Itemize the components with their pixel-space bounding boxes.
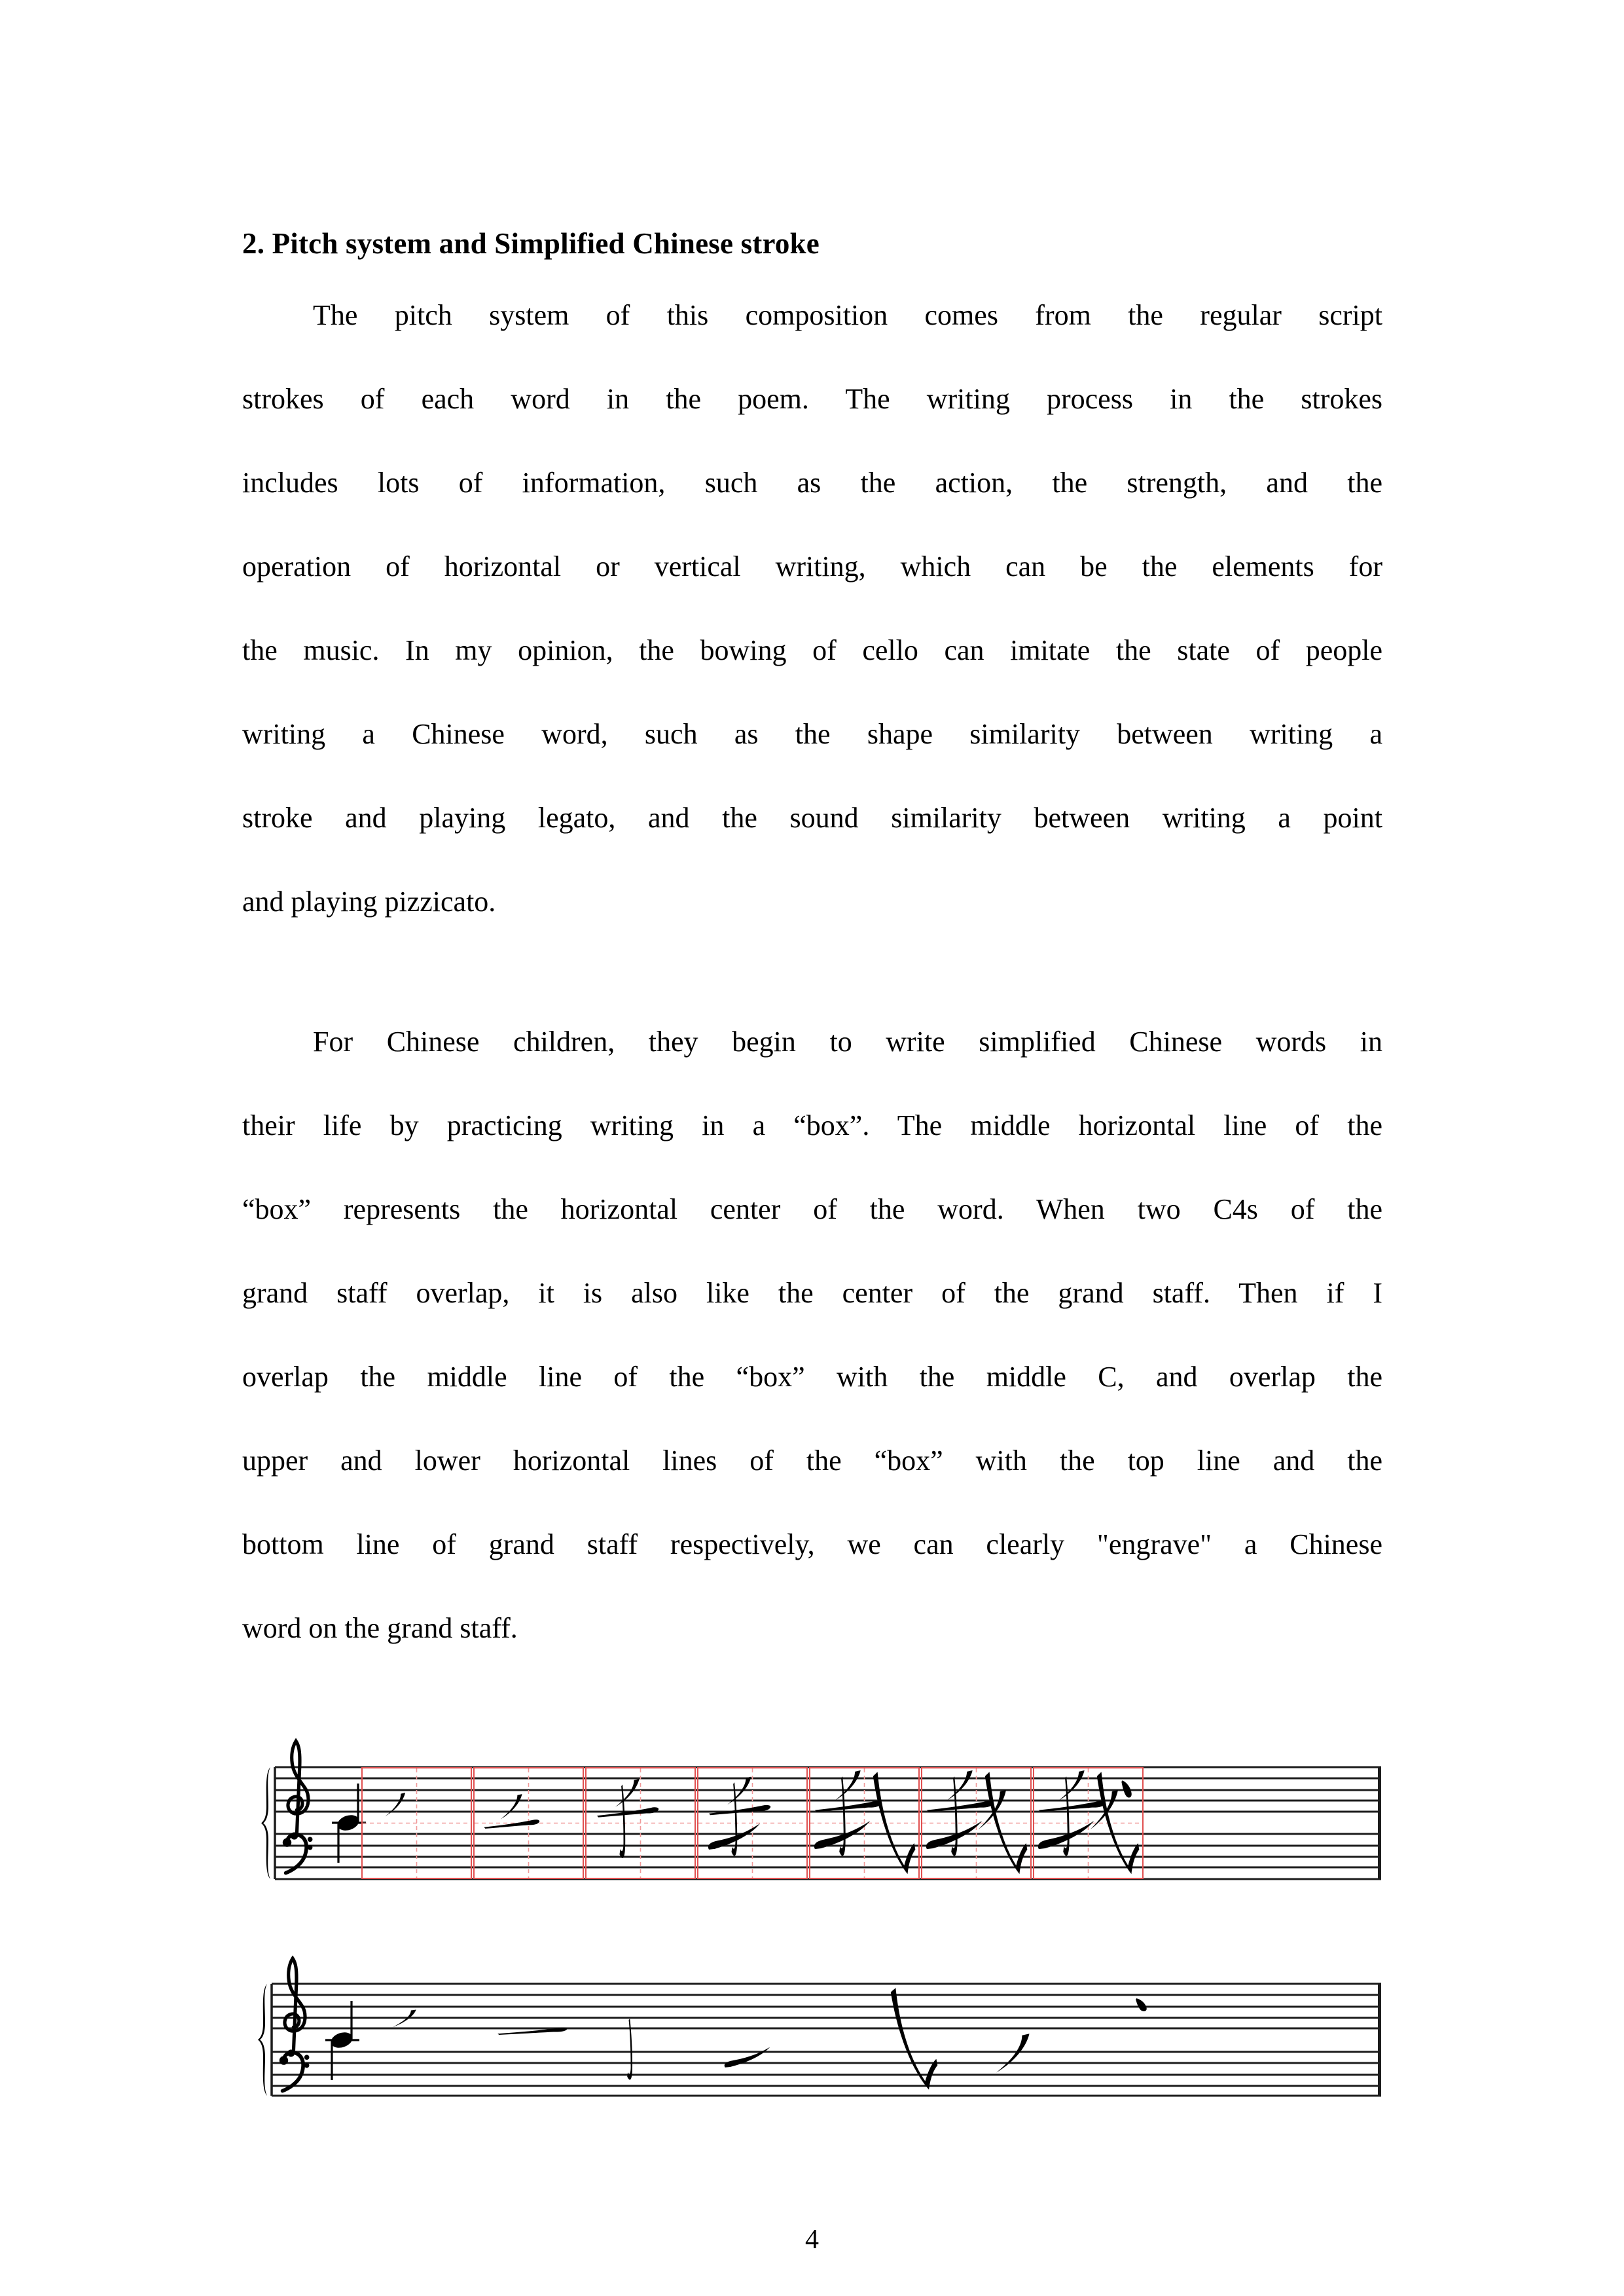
- text-line: their life by practicing writing in a “box”. The middle horizontal line of the: [242, 1109, 1382, 1141]
- brace: [258, 1984, 267, 2096]
- bass-clef-icon: [308, 1837, 313, 1842]
- bass-clef-icon: [304, 2055, 310, 2060]
- text-line: bottom line of grand staff respectively, we can clearly "engrave" a Chinese: [242, 1528, 1382, 1560]
- stroke-shugou: [1063, 1776, 1069, 1856]
- paragraph-2: [242, 1000, 1382, 1670]
- stroke-pie: [996, 2034, 1030, 2073]
- text-line: grand staff overlap, it is also like the center of the grand staff. Then if I: [242, 1277, 1382, 1309]
- stroke-heng: [1039, 1801, 1106, 1812]
- text-line: The pitch system of this composition comes from the regular script: [313, 299, 1382, 331]
- stroke-pie: [947, 1770, 972, 1801]
- stroke-heng: [927, 1801, 994, 1812]
- stroke-shugou: [951, 1776, 957, 1856]
- bass-clef-icon: [304, 2063, 310, 2068]
- figure-grand-staff-stroke-sequence: [236, 1956, 1414, 2159]
- treble-clef-icon: [288, 1741, 308, 1836]
- stroke-shugou: [839, 1776, 845, 1856]
- bass-clef-icon: [280, 2056, 288, 2064]
- stroke-pie: [1058, 1770, 1084, 1801]
- bass-clef-icon: [283, 1838, 291, 1846]
- stroke-ti: [725, 2047, 770, 2068]
- final-barline: [1378, 1767, 1381, 1880]
- text-line: includes lots of information, such as the action, the strength, and the: [242, 467, 1382, 499]
- paragraph-1: [242, 274, 1382, 944]
- final-barline: [1378, 1983, 1381, 2096]
- text-line: overlap the middle line of the “box” with the middle C, and overlap the: [242, 1361, 1382, 1393]
- text-line: and playing pizzicato.: [242, 886, 496, 918]
- stroke-pie: [835, 1770, 860, 1801]
- stroke-pie: [615, 1779, 639, 1807]
- stroke-heng: [815, 1801, 882, 1812]
- bass-clef-icon: [308, 1845, 313, 1850]
- stroke-dian: [1136, 1998, 1147, 2011]
- stroke-heng: [709, 1805, 770, 1815]
- text-line: word on the grand staff.: [242, 1612, 518, 1644]
- text-line: stroke and playing legato, and the sound similarity between writing a point: [242, 802, 1382, 834]
- text-line: operation of horizontal or vertical writing, which can be the elements for: [242, 550, 1382, 583]
- text-line: For Chinese children, they begin to write simplified Chinese words in: [313, 1026, 1382, 1058]
- text-line: “box” represents the horizontal center of the word. When two C4s of the: [242, 1193, 1382, 1225]
- stroke-xiegou: [985, 1772, 1028, 1874]
- text-line: the music. In my opinion, the bowing of cello can imitate the state of people: [242, 634, 1382, 666]
- text-line: upper and lower horizontal lines of the “box” with the top line and the: [242, 1444, 1382, 1477]
- stroke-pie: [385, 1793, 405, 1816]
- figure-grand-staff-practice-boxes: [236, 1713, 1414, 1916]
- stroke-pie: [501, 1794, 522, 1819]
- stroke-xiegou: [1097, 1772, 1140, 1874]
- stroke-heng: [484, 1820, 540, 1829]
- brace: [261, 1767, 270, 1879]
- stroke-dian: [1121, 1780, 1131, 1797]
- section-heading: 2. Pitch system and Simplified Chinese stroke: [242, 227, 820, 260]
- text-line: writing a Chinese word, such as the shape similarity between writing a: [242, 718, 1382, 750]
- stroke-xiegou: [873, 1772, 916, 1874]
- page-number: 4: [805, 2225, 819, 2255]
- stroke-shugou: [619, 1785, 625, 1858]
- text-line: strokes of each word in the poem. The writing process in the strokes: [242, 383, 1382, 415]
